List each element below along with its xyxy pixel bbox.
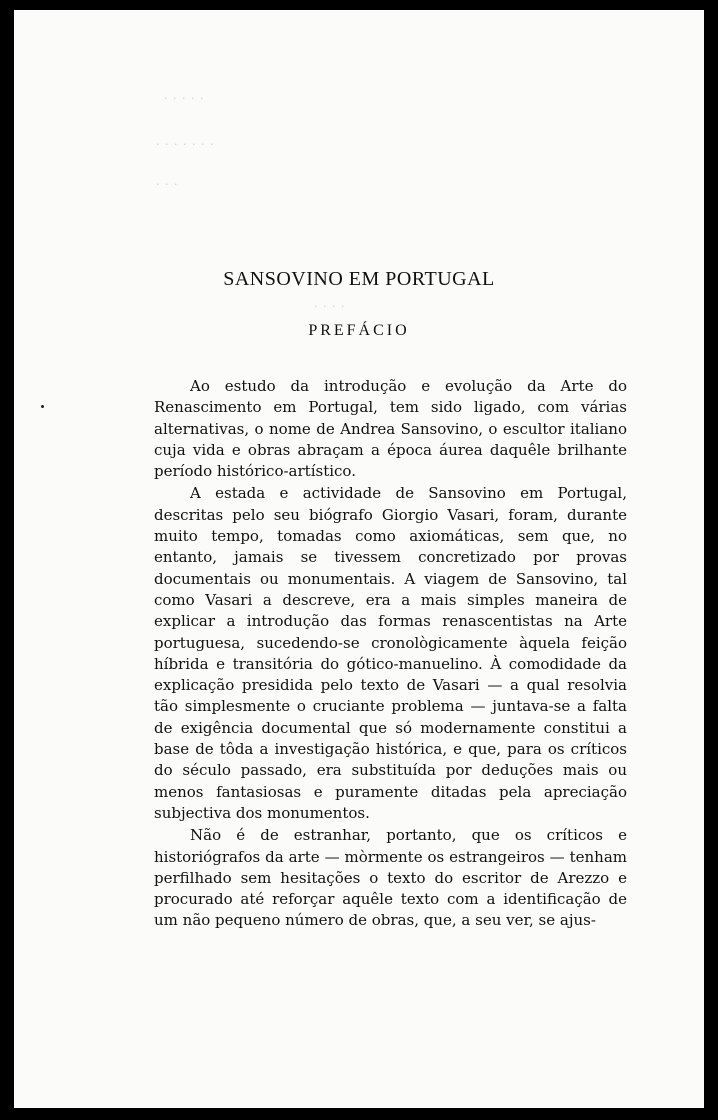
page-title: SANSOVINO EM PORTUGAL xyxy=(223,268,495,290)
document-page xyxy=(14,10,704,1108)
speck-mark xyxy=(41,405,44,408)
body-text xyxy=(154,376,627,933)
show-through-mark: · · · · · · · xyxy=(156,138,215,151)
show-through-mark: · · · · · xyxy=(164,92,205,105)
paragraph-2: A estada e actividade de Sansovino em Portugal, descritas pelo seu biógrafo Giorgio Vasari, foram, durante muito tempo, tomadas como axiomáticas, sem que, no entanto, jamais se tivessem concretizado por provas documentais ou monumentais. A viagem de Sansovino, tal como Vasari a descreve, era a mais simples maneira de explicar a introdução das formas renascentistas na Arte portuguesa, sucedendo-se cronològicamente àquela feição híbrida e transitória do gótico-manuelino. À comodidade da explicação presidida pelo texto de Vasari — a qual resolvia tão simplesmente o cruciante problema — juntava-se a falta de exigência documental que só modernamente constitui a base de tôda a investigação histórica, e que, para os críticos do século passado, era substituída por deduções mais ou menos fantasiosas e puramente ditadas pela apreciação subjectiva dos monumentos. xyxy=(154,484,627,822)
section-heading: PREFÁCIO xyxy=(308,322,410,339)
show-through-mark: · · · · xyxy=(314,300,346,313)
show-through-mark: · · · xyxy=(156,178,179,191)
paragraph-1: Ao estudo da introdução e evolução da Arte do Renascimento em Portugal, tem sido ligado, com várias alternativas, o nome de Andrea Sansovino, o escultor italiano cuja vida e obras abraçam a época áurea daquêle brilhante período histórico-artístico. xyxy=(154,377,627,481)
paragraph-3: Não é de estranhar, portanto, que os críticos e historiógrafos da arte — mòrmente os estrangeiros — tenham perfilhado sem hesitações o texto do escritor de Arezzo e procurado até reforçar aquêle texto com a identificação de um não pequeno número de obras, que, a seu ver, se ajus- xyxy=(154,826,627,930)
